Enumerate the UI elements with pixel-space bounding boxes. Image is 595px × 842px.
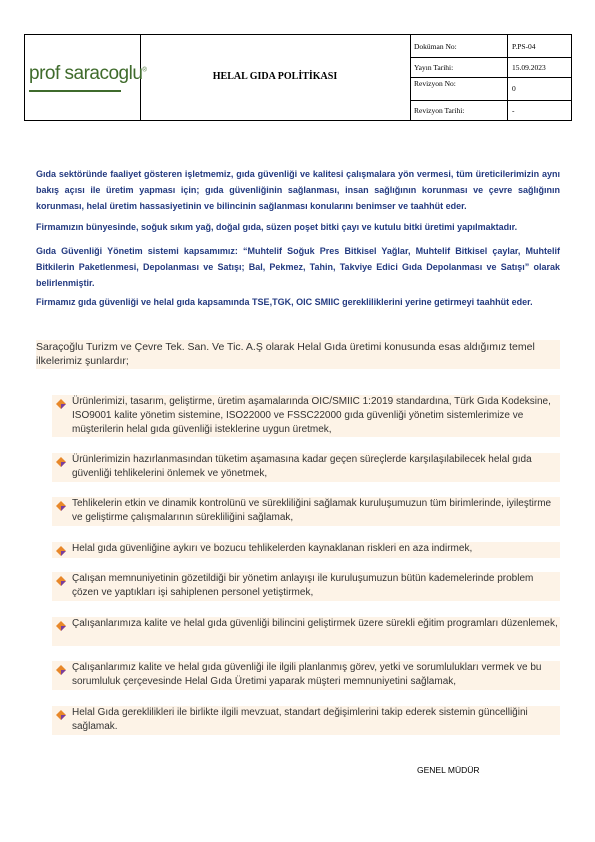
- principle-item: [52, 617, 560, 646]
- principle-item: [52, 706, 560, 735]
- logo-underline: [29, 90, 121, 92]
- principle-text: Ürünlerimizi, tasarım, geliştirme, üretim aşamalarında OIC/SMIIC 1:2019 standardına, Türk Gıda Kodeksine, ISO9001 kalite yönetim sistemine, ISO22000 ve FSSC22000 gıda güvenliği yönetim sistemlerimize ve müşterilerin helal gıda güvenliği isteklerine uygun üretmek,: [72, 396, 551, 435]
- registered-mark: ®: [142, 67, 147, 74]
- bullet-diamond-icon: [56, 399, 66, 409]
- principle-item: [52, 395, 560, 437]
- intro-paragraph-products: Firmamızın bünyesinde, soğuk sıkım yağ, doğal gıda, süzen poşet bitki çayı ve kutulu bitki üretimi yapılmaktadır.: [36, 222, 518, 232]
- meta-label: Revizyon No:: [414, 79, 456, 88]
- meta-value-cell: [507, 100, 572, 120]
- document-meta-table: [410, 35, 571, 120]
- signature-title: GENEL MÜDÜR: [417, 765, 480, 775]
- bullet-diamond-icon: [56, 546, 66, 556]
- principles-heading: Saraçoğlu Turizm ve Çevre Tek. San. Ve Tic. A.Ş olarak Helal Gıda üretimi konusunda esas aldığımız temel ilkelerimiz şunlardır;: [36, 340, 560, 369]
- meta-label: Yayın Tarihi:: [414, 63, 454, 72]
- bullet-diamond-icon: [56, 710, 66, 720]
- meta-row-doc-no: [410, 35, 571, 58]
- intro-paragraph-requirements: Firmamız gıda güvenliği ve helal gıda kapsamında TSE,TGK, OIC SMIIC gerekliliklerini yerine getirmeyi taahhüt eder.: [36, 297, 533, 307]
- principle-text: Çalışan memnuniyetinin gözetildiği bir yönetim anlayışı ile kuruluşumuzun bütün kademelerinde problem çözen ve yaptıkları işi sahiplenen personel yetiştirmek,: [72, 573, 534, 598]
- bullet-diamond-icon: [56, 576, 66, 586]
- principle-text: Çalışanlarımıza kalite ve helal gıda güvenliği bilincini geliştirmek üzere sürekli eğitim programları düzenlemek,: [72, 618, 558, 629]
- principle-text: Ürünlerimizin hazırlanmasından tüketim aşamasına kadar geçen süreçlerde karşılaşılabilecek helal gıda güvenliği tehlikelerini önlemek ve yönetmek,: [72, 454, 532, 479]
- meta-value-cell: [507, 57, 572, 77]
- principle-item: [52, 572, 560, 601]
- principle-text: Helal gıda güvenliğine aykırı ve bozucu tehlikelerden kaynaklanan riskleri en aza indirmek,: [72, 543, 473, 554]
- company-logo: [29, 63, 146, 85]
- principle-text: Tehlikelerin etkin ve dinamik kontrolünü ve sürekliliğini sağlamak kuruluşumuzun tüm birimlerinde, iyileştirme ve geliştirme çalışmalarının sürekliliğini sağlamak,: [72, 498, 552, 523]
- meta-row-publish-date: [410, 57, 571, 78]
- bullet-diamond-icon: [56, 665, 66, 675]
- document-header: [24, 34, 572, 121]
- intro-paragraph-commitment: Gıda sektöründe faaliyet gösteren işletmemiz, gıda güvenliği ve kalitesi çalışmalara yön vermesi, tüm üreticilerimizin aynı bakış açısı ile üretim yapması için; gıda güvenliğinin sağlanması, insan sağlığının korunması ve çevre sağlığının korunması, helal üretim hassasiyetinin ve bilincinin sağlanması konularını benimser ve taahhüt eder.: [36, 169, 560, 211]
- principle-item: [52, 661, 560, 690]
- bullet-diamond-icon: [56, 501, 66, 511]
- meta-row-revision-no: [410, 77, 571, 101]
- intro-paragraph-scope: Gıda Güvenliği Yönetim sistemi kapsamımız: “Muhtelif Soğuk Pres Bitkisel Yağlar, Muhtelif Bitkisel çaylar, Muhtelif Bitkilerin Paketlenmesi, Depolanması ve Satışı; Bal, Pekmez, Tahin, Takviye Edici Gıda Depolanması ve Satışı” olarak belirlenmiştir.: [36, 246, 560, 288]
- principle-text: Çalışanlarımız kalite ve helal gıda güvenliği ile ilgili planlanmış görev, yetki ve sorumlulukları vermek ve bu sorumluluk çerçevesinde Helal Gıda Üretimi yaparak müşteri memnuniyetini sağlamak,: [72, 662, 542, 687]
- principle-item: [52, 453, 560, 482]
- title-cell: [140, 35, 411, 120]
- meta-value: 15.09.2023: [512, 63, 546, 72]
- meta-value-cell: [507, 35, 572, 57]
- meta-value-cell: [507, 77, 572, 100]
- meta-label: Doküman No:: [414, 42, 457, 51]
- document-title: HELAL GIDA POLİTİKASI: [212, 71, 338, 82]
- meta-row-revision-date: [410, 100, 571, 120]
- meta-value: P.PS-04: [512, 42, 536, 51]
- principle-item: [52, 542, 560, 558]
- meta-value: 0: [512, 84, 516, 93]
- meta-value: -: [512, 106, 515, 115]
- bullet-diamond-icon: [56, 457, 66, 467]
- logo-cell: [25, 35, 147, 120]
- principle-text: Helal Gıda gereklilikleri ile birlikte ilgili mevzuat, standart değişimlerini takip ederek sistemin güncelliğini sağlamak.: [72, 707, 528, 732]
- bullet-diamond-icon: [56, 621, 66, 631]
- logo-text: prof saracoglu: [29, 63, 143, 84]
- principle-item: [52, 497, 560, 526]
- meta-label: Revizyon Tarihi:: [414, 106, 465, 115]
